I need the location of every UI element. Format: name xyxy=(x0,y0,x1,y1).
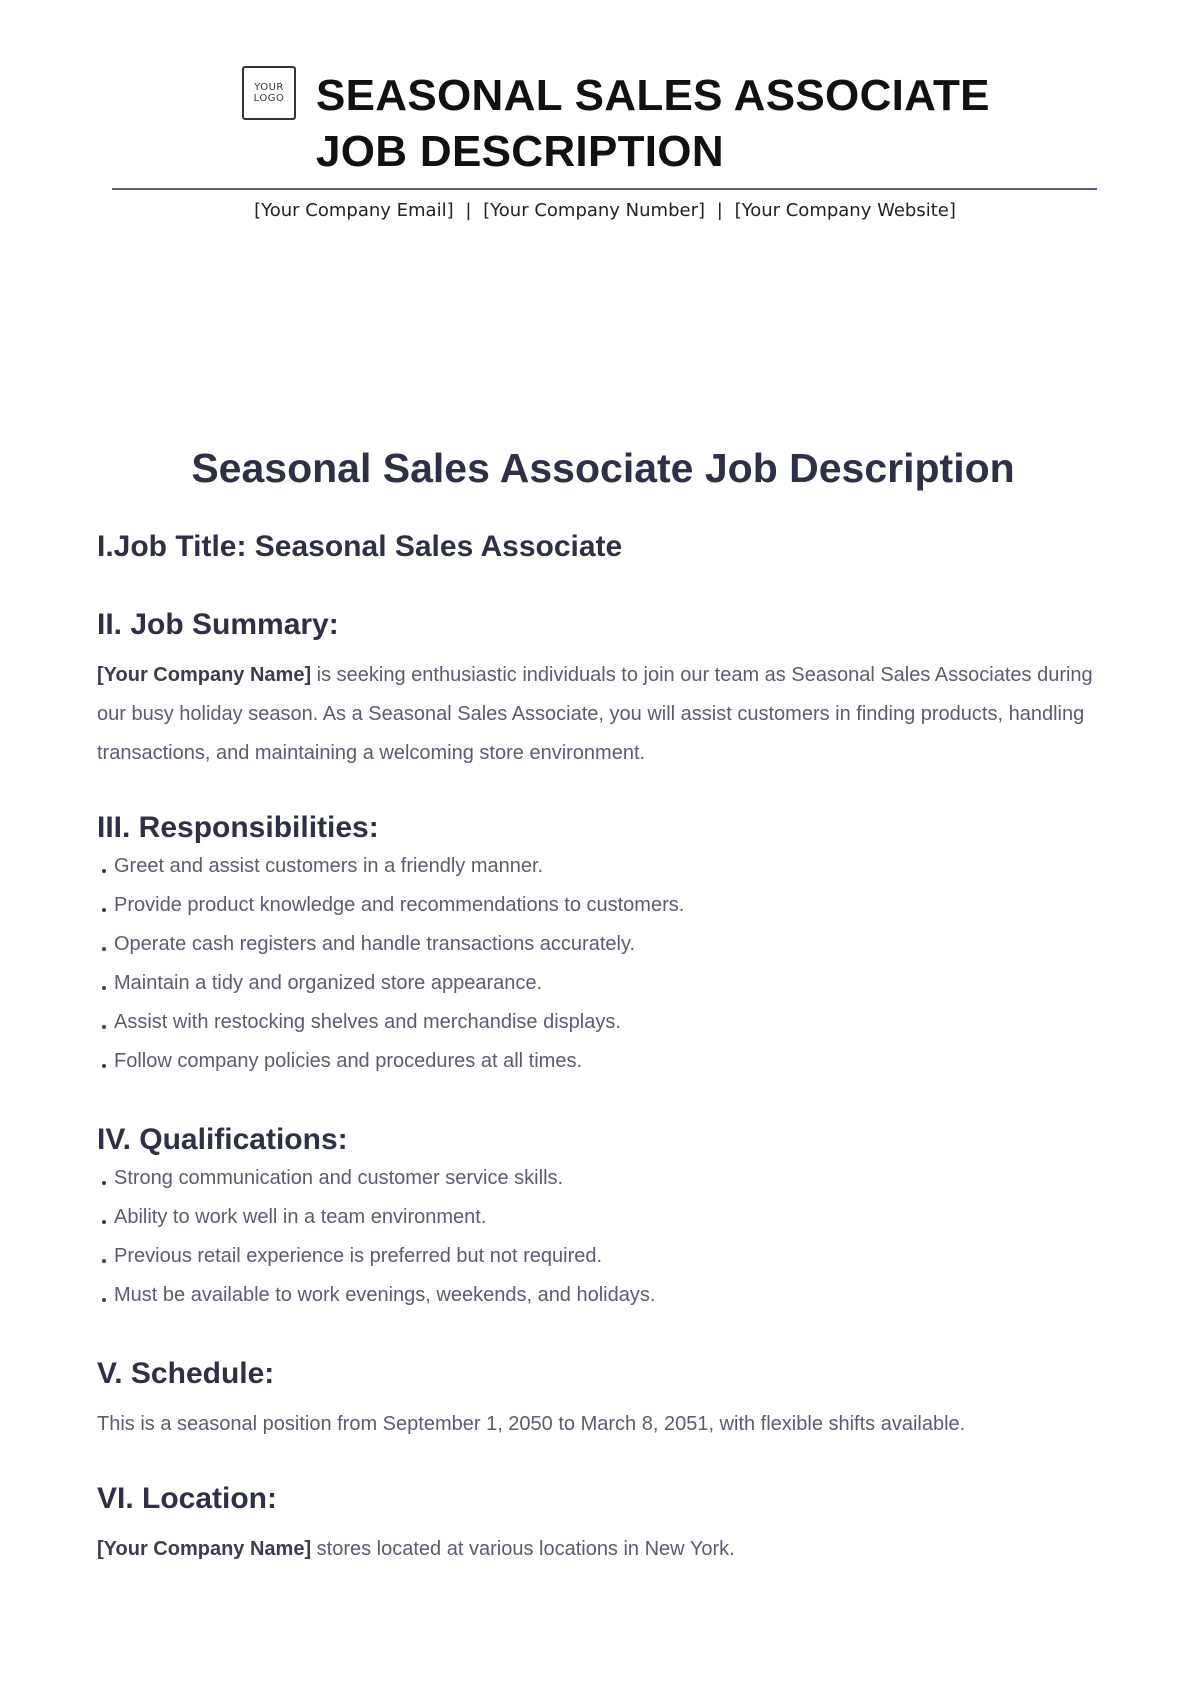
section-heading-job-summary: II. Job Summary: xyxy=(97,608,339,641)
qualifications-list xyxy=(97,1159,1097,1315)
section-heading-responsibilities: III. Responsibilities: xyxy=(97,811,379,844)
section-heading-schedule: V. Schedule: xyxy=(97,1357,275,1390)
company-number: [Your Company Number] xyxy=(483,200,706,221)
header-logo-row xyxy=(242,66,296,120)
responsibilities-list xyxy=(97,847,1097,1081)
document-body xyxy=(97,440,1097,1569)
company-logo xyxy=(242,66,296,120)
list-item: Strong communication and customer service skills. xyxy=(97,1159,1097,1198)
list-item: Greet and assist customers in a friendly manner. xyxy=(97,847,1097,886)
list-item: Assist with restocking shelves and merchandise displays. xyxy=(97,1003,1097,1042)
list-item: Must be available to work evenings, weekends, and holidays. xyxy=(97,1276,1097,1315)
document-title xyxy=(316,68,990,180)
contact-separator: | xyxy=(465,200,472,221)
document-title-line-1: SEASONAL SALES ASSOCIATE xyxy=(316,71,990,120)
logo-line-2: LOGO xyxy=(253,93,285,104)
job-summary-paragraph xyxy=(97,656,1097,773)
location-text: stores located at various locations in New York. xyxy=(311,1538,735,1560)
list-item: Follow company policies and procedures at all times. xyxy=(97,1042,1097,1081)
section-heading-qualifications: IV. Qualifications: xyxy=(97,1123,348,1156)
location-paragraph xyxy=(97,1530,1097,1569)
company-name-placeholder: [Your Company Name] xyxy=(97,1538,312,1560)
contact-separator: | xyxy=(716,200,723,221)
list-item: Operate cash registers and handle transactions accurately. xyxy=(97,925,1097,964)
list-item: Ability to work well in a team environment. xyxy=(97,1198,1097,1237)
section-heading-job-title: I.Job Title: Seasonal Sales Associate xyxy=(97,530,623,563)
list-item: Maintain a tidy and organized store appearance. xyxy=(97,964,1097,1003)
company-email: [Your Company Email] xyxy=(254,200,454,221)
company-website: [Your Company Website] xyxy=(734,200,956,221)
schedule-paragraph: This is a seasonal position from September 1, 2050 to March 8, 2051, with flexible shifts available. xyxy=(97,1413,966,1435)
main-title: Seasonal Sales Associate Job Description xyxy=(191,445,1015,491)
job-summary-text: is seeking enthusiastic individuals to join our team as Seasonal Sales Associates during our busy holiday season. As a Seasonal Sales Associate, you will assist customers in finding products, handling transactions, and maintaining a welcoming store environment. xyxy=(97,664,1093,764)
list-item: Provide product knowledge and recommendations to customers. xyxy=(97,886,1097,925)
logo-line-1: YOUR xyxy=(254,82,284,93)
list-item: Previous retail experience is preferred but not required. xyxy=(97,1237,1097,1276)
header-divider xyxy=(112,188,1097,190)
section-heading-location: VI. Location: xyxy=(97,1482,277,1515)
company-name-placeholder: [Your Company Name] xyxy=(97,664,312,686)
document-title-line-2: JOB DESCRIPTION xyxy=(316,127,724,176)
contact-info xyxy=(0,200,1200,221)
